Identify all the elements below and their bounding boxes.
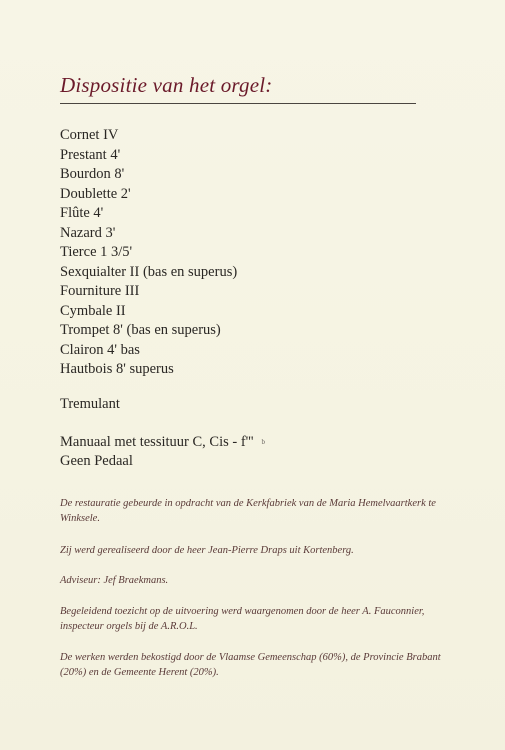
stop-item: Cymbale II (60, 302, 126, 319)
title-divider (60, 103, 416, 104)
stop-list (60, 126, 237, 380)
note-advisor: Adviseur: Jef Braekmans. (60, 575, 169, 586)
stop-item: Bourdon 8' (60, 166, 125, 182)
stop-item: Flûte 4' (60, 205, 104, 221)
stop-item: Cornet IV (60, 127, 119, 143)
stop-item: Nazard 3' (60, 224, 116, 241)
note-builder: Zij werd gerealiseerd door de heer Jean-Pierre Draps uit Kortenberg. (60, 545, 354, 556)
stop-item: Prestant 4' (60, 146, 121, 163)
tremulant-line: Tremulant (60, 396, 120, 412)
stop-item: Trompet 8' (bas en superus) (60, 322, 221, 338)
stop-item: Tierce 1 3/5' (60, 244, 133, 260)
stop-item: Hautbois 8' superus (60, 361, 174, 377)
stop-item: Sexquialter II (bas en superus) (60, 263, 238, 280)
stop-item: Fourniture III (60, 283, 140, 299)
stop-item: Doublette 2' (60, 185, 131, 202)
manual-line (60, 433, 265, 453)
note-restoration: De restauratie gebeurde in opdracht van de Kerkfabriek van de Maria Hemelvaartkerk te Winksele. (60, 498, 436, 524)
page-title: Dispositie van het orgel: (60, 73, 273, 97)
note-funding: De werken werden bekostigd door de Vlaamse Gemeenschap (60%), de Provincie Brabant (20%) en de Gemeente Herent (20%). (60, 652, 441, 678)
pedal-line: Geen Pedaal (60, 453, 133, 469)
note-supervision: Begeleidend toezicht op de uitvoering werd waargenomen door de heer A. Fauconnier, inspecteur orgels bij de A.R.O.L. (60, 606, 425, 632)
stop-item: Clairon 4' bas (60, 341, 140, 358)
manual-text: Manuaal met tessituur C, Cis - f''' (60, 434, 254, 450)
manual-mark: b (261, 438, 265, 446)
